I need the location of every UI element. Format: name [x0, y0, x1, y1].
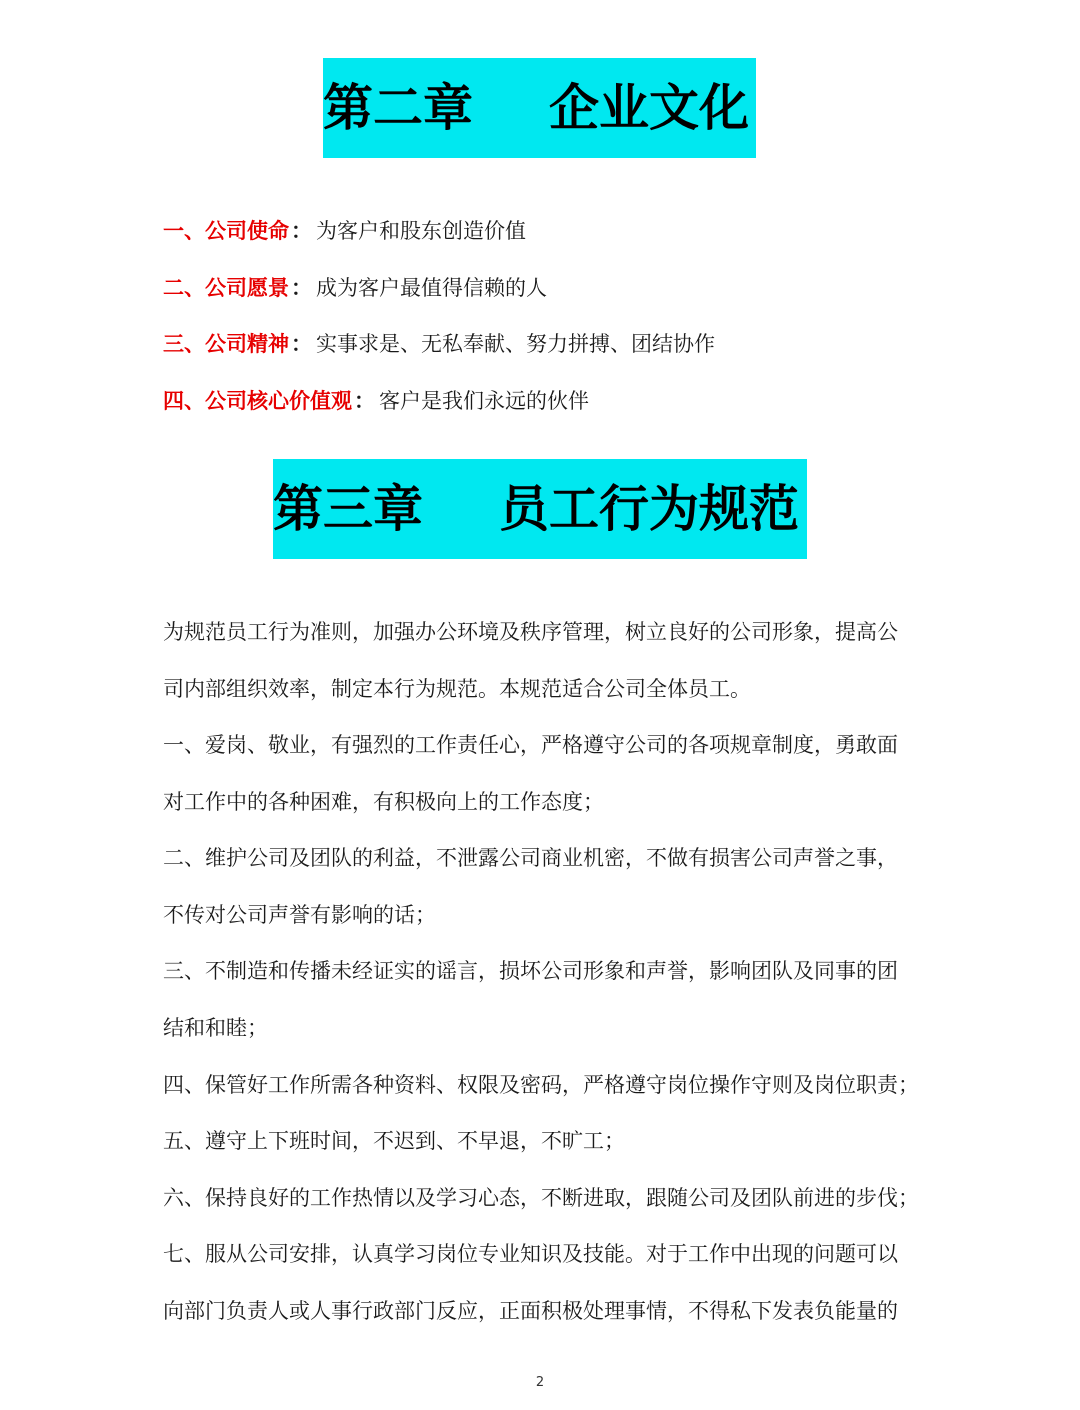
body-line: 为规范员工行为准则，加强办公环境及秩序管理，树立良好的公司形象，提高公 — [163, 620, 898, 644]
chapter-3-title: 员工行为规范 — [499, 480, 799, 538]
body-line: 七、服从公司安排，认真学习岗位专业知识及技能。对于工作中出现的问题可以 — [163, 1242, 898, 1266]
body-line: 对工作中的各种困难，有积极向上的工作态度； — [163, 790, 604, 814]
culture-item-text: 为客户和股东创造价值 — [316, 219, 526, 243]
culture-item-separator: ： — [291, 276, 312, 300]
chapter-2-heading — [323, 58, 756, 158]
body-line: 向部门负责人或人事行政部门反应，正面积极处理事情，不得私下发表负能量的 — [163, 1299, 898, 1323]
culture-item-separator: ： — [291, 332, 312, 356]
culture-item-separator: ： — [354, 389, 375, 413]
culture-item-vision — [163, 274, 547, 302]
culture-item-label: 三、公司精神 — [163, 332, 289, 356]
body-line: 六、保持良好的工作热情以及学习心态，不断进取，跟随公司及团队前进的步伐； — [163, 1186, 919, 1210]
page-number: 2 — [535, 1375, 545, 1390]
culture-item-label: 二、公司愿景 — [163, 276, 289, 300]
body-line: 四、保管好工作所需各种资料、权限及密码，严格遵守岗位操作守则及岗位职责； — [163, 1073, 919, 1097]
chapter-3-number: 第三章 — [273, 480, 423, 538]
chapter-2-number: 第二章 — [323, 79, 473, 137]
body-line: 不传对公司声誉有影响的话； — [163, 903, 436, 927]
body-line: 结和和睦； — [163, 1016, 268, 1040]
body-line: 二、维护公司及团队的利益，不泄露公司商业机密，不做有损害公司声誉之事， — [163, 846, 898, 870]
chapter-3-heading — [273, 459, 807, 559]
culture-item-mission — [163, 217, 526, 245]
chapter-2-title: 企业文化 — [549, 79, 749, 137]
culture-item-text: 成为客户最值得信赖的人 — [316, 276, 547, 300]
culture-item-text: 客户是我们永远的伙伴 — [379, 389, 589, 413]
culture-item-core-values — [163, 387, 589, 415]
body-line: 三、不制造和传播未经证实的谣言，损坏公司形象和声誉，影响团队及同事的团 — [163, 959, 898, 983]
body-line: 五、遵守上下班时间，不迟到、不早退，不旷工； — [163, 1129, 625, 1153]
body-line: 司内部组织效率，制定本行为规范。本规范适合公司全体员工。 — [163, 677, 751, 701]
body-line: 一、爱岗、敬业，有强烈的工作责任心，严格遵守公司的各项规章制度，勇敢面 — [163, 733, 898, 757]
culture-item-text: 实事求是、无私奉献、努力拼搏、团结协作 — [316, 332, 715, 356]
culture-item-spirit — [163, 330, 715, 358]
culture-item-label: 一、公司使命 — [163, 219, 289, 243]
culture-item-separator: ： — [291, 219, 312, 243]
culture-item-label: 四、公司核心价值观 — [163, 389, 352, 413]
